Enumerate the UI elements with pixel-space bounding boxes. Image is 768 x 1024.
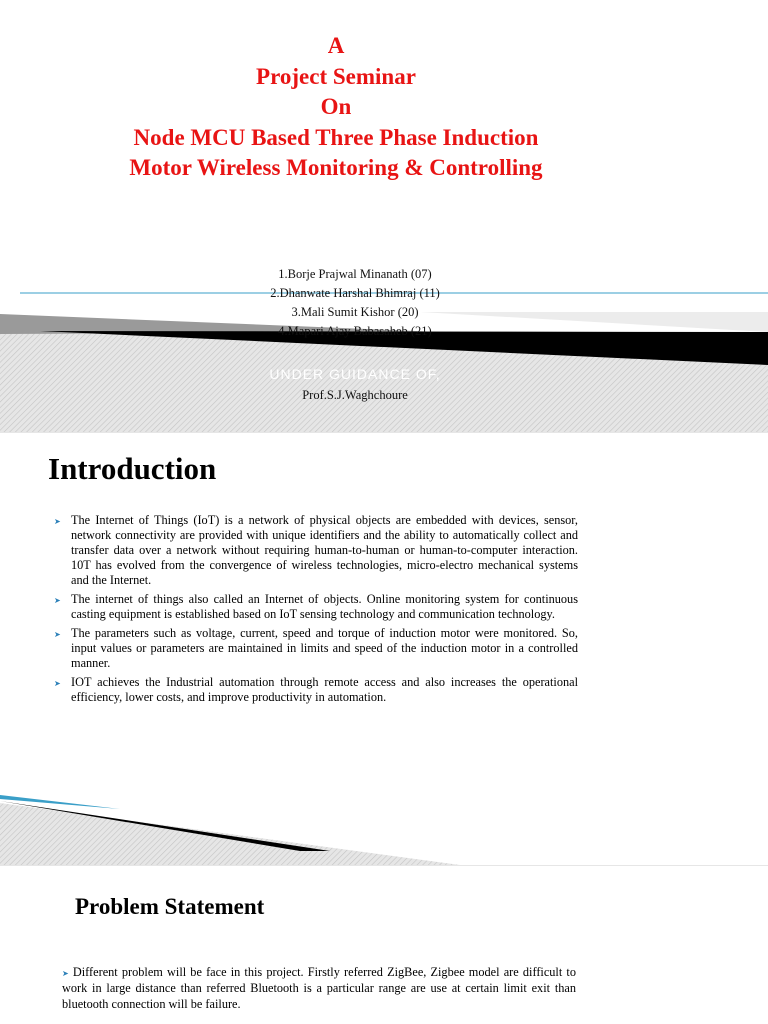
- arrowhead-bullet-icon: ➤: [54, 679, 61, 688]
- problem-statement-slide: [0, 866, 768, 1024]
- title-line: On: [320, 94, 352, 119]
- author-item: 3.Mali Sumit Kishor (20): [291, 305, 419, 319]
- decorative-band-graphic: [0, 433, 768, 865]
- slide-heading: Introduction: [48, 451, 217, 486]
- author-item: 2.Dhanwate Harshal Bhimraj (11): [270, 286, 440, 300]
- title-line: Node MCU Based Three Phase Induction: [133, 124, 539, 150]
- introduction-slide: [0, 433, 768, 865]
- guide-name: Prof.S.J.Waghchoure: [302, 388, 408, 402]
- arrowhead-bullet-icon: ➤: [62, 969, 69, 978]
- bullet-text: The internet of things also called an Internet of objects. Online monitoring system for continuous casting equipment is established based on IoT sensing technology and communication technology.: [71, 592, 578, 621]
- author-item: 4.Mapari Ajay Babasaheb (21): [278, 324, 432, 338]
- title-line: Project Seminar: [256, 63, 416, 89]
- arrowhead-bullet-icon: ➤: [54, 596, 61, 605]
- title-slide: [0, 0, 768, 432]
- problem-text-body: Different problem will be face in this project. Firstly referred ZigBee, Zigbee model are difficult to work in large distance than referred Bluetooth is a particular range are use at certain limit exit than bluetooth connection will be failure.: [62, 965, 576, 1011]
- author-item: 1.Borje Prajwal Minanath (07): [278, 267, 432, 281]
- title-line: Motor Wireless Monitoring & Controlling: [129, 155, 543, 180]
- author-list: [0, 265, 710, 341]
- guidance-label: UNDER GUIDANCE OF,: [269, 366, 441, 382]
- arrowhead-bullet-icon: ➤: [54, 630, 61, 639]
- bullet-text: The parameters such as voltage, current, speed and torque of induction motor were monitored. So, input values or parameters are maintained in limits and speed of the induction motor in a controlled manner.: [71, 626, 578, 670]
- title-line: A: [327, 33, 345, 58]
- problem-text: [62, 965, 576, 1012]
- arrowhead-bullet-icon: ➤: [54, 517, 61, 526]
- bullet-text: The Internet of Things (IoT) is a network of physical objects are embedded with devices, sensor, network connectivity are provided with unique identifiers and the ability to automatically collect and transfer data over a network without requiring human-to-human or human-to-computer interaction. 10T has evolved from the convergence of wireless technologies, micro-electro mechanical systems and the Internet.: [71, 513, 578, 587]
- slide-heading: Problem Statement: [75, 894, 265, 919]
- bullet-text: IOT achieves the Industrial automation through remote access and also increases the operational efficiency, lower costs, and improve productivity in automation.: [71, 675, 578, 704]
